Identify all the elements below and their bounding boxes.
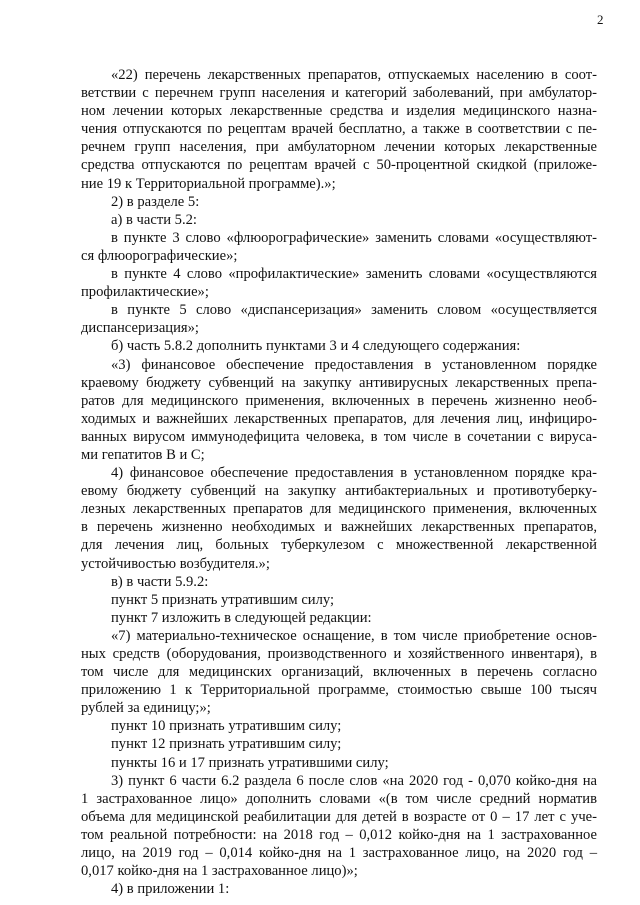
text-line: «7) материально-техническое оснащение, в том числе приобретение основ- xyxy=(111,627,597,644)
text-line: а) в части 5.2: xyxy=(111,211,197,228)
text-line: диспансеризация»; xyxy=(81,320,199,337)
text-line: ние 19 к Территориальной программе).»; xyxy=(81,175,336,192)
text-line: устойчивостью возбудителя.»; xyxy=(81,555,270,572)
text-line: ветствии с перечнем групп населения и категорий заболеваний, при амбулатор- xyxy=(81,85,597,102)
text-line: в пункте 5 слово «диспансеризация» заменить словом «осуществляется xyxy=(111,302,597,319)
text-line: 4) в приложении 1: xyxy=(111,881,230,898)
text-line: «3) финансовое обеспечение предоставления в установленном порядке xyxy=(111,356,597,373)
text-line: чения отпускаются по рецептам врачей бесплатно, а также в соответствии с пе- xyxy=(81,121,597,138)
text-line: для лечения лиц, больных туберкулезом с множественной лекарственной xyxy=(81,537,597,554)
text-line: ратов для медицинского применения, включенных в перечень жизненно необ- xyxy=(81,392,597,409)
text-line: пункты 16 и 17 признать утратившими силу; xyxy=(111,754,389,771)
text-line: рублей за единицу;»; xyxy=(81,700,211,717)
text-line: ных средств (оборудования, производственного и хозяйственного инвентаря), в xyxy=(81,646,597,662)
text-line: пункт 5 признать утратившим силу; xyxy=(111,591,335,608)
text-line: в) в части 5.9.2: xyxy=(111,573,209,590)
text-line: пункт 12 признать утратившим силу; xyxy=(111,736,342,753)
text-line: ходимых и важнейших лекарственных препаратов, для лечения лиц, инфициро- xyxy=(81,410,597,427)
text-line: пункт 10 признать утратившим силу; xyxy=(111,718,342,735)
text-line: ся флюорографические»; xyxy=(81,247,238,264)
page-number: 2 xyxy=(597,12,604,27)
document-body xyxy=(81,66,597,898)
text-line: том реальной потребности: на 2018 год – 0,012 койко-дня на 1 застрахованное xyxy=(81,826,597,843)
text-line: ванных вирусом иммунодефицита человека, в том числе в сочетании с вируса- xyxy=(81,428,597,445)
text-line: средства отпускаются по рецептам врачей с 50-процентной скидкой (приложе- xyxy=(81,157,597,174)
text-line: пункт 7 изложить в следующей редакции: xyxy=(111,609,372,626)
text-line: 4) финансовое обеспечение предоставления в установленном порядке кра- xyxy=(111,465,597,482)
text-line: 3) пункт 6 части 6.2 раздела 6 после слов «на 2020 год - 0,070 койко-дня на xyxy=(111,772,597,789)
text-line: речнем групп населения, при амбулаторном лечении которых лекарственные xyxy=(81,139,597,156)
text-line: евому бюджету субвенций на закупку антибактериальных и противотуберку- xyxy=(81,483,597,500)
text-line: том числе для медицинских организаций, включенных в перечень согласно xyxy=(81,664,597,681)
text-line: в пункте 4 слово «профилактические» заменить словами «осуществляются xyxy=(111,266,597,283)
text-line: лезных лекарственных препаратов для медицинского применения, включенных xyxy=(81,501,597,518)
text-line: объема для медицинской реабилитации для детей в возрасте от 0 – 17 лет с уче- xyxy=(81,808,597,825)
text-line: профилактические»; xyxy=(81,284,209,301)
text-line: 2) в разделе 5: xyxy=(111,193,200,210)
text-line: лицо, на 2019 год – 0,014 койко-дня на 1 застрахованное лицо, на 2020 год – xyxy=(81,845,597,862)
text-line: в пункте 3 слово «флюорографические» заменить словами «осуществляют- xyxy=(111,229,597,246)
text-line: краевому бюджету субвенций на закупку антивирусных лекарственных препа- xyxy=(81,374,597,391)
text-line: ном лечении которых лекарственные средства и изделия медицинского назна- xyxy=(81,103,597,120)
text-line: б) часть 5.8.2 дополнить пунктами 3 и 4 следующего содержания: xyxy=(111,338,521,355)
text-line: 1 застрахованное лицо» дополнить словами «(в том числе средний норматив xyxy=(81,790,597,807)
text-line: приложению 1 к Территориальной программе, стоимостью свыше 100 тысяч xyxy=(81,682,597,699)
text-line: 0,017 койко-дня на 1 застрахованное лицо)»; xyxy=(81,863,358,880)
text-line: «22) перечень лекарственных препаратов, отпускаемых населению в соот- xyxy=(111,67,597,83)
text-line: в перечень жизненно необходимых и важнейших лекарственных препаратов, xyxy=(81,519,597,536)
text-line: ми гепатитов В и С; xyxy=(81,446,205,463)
